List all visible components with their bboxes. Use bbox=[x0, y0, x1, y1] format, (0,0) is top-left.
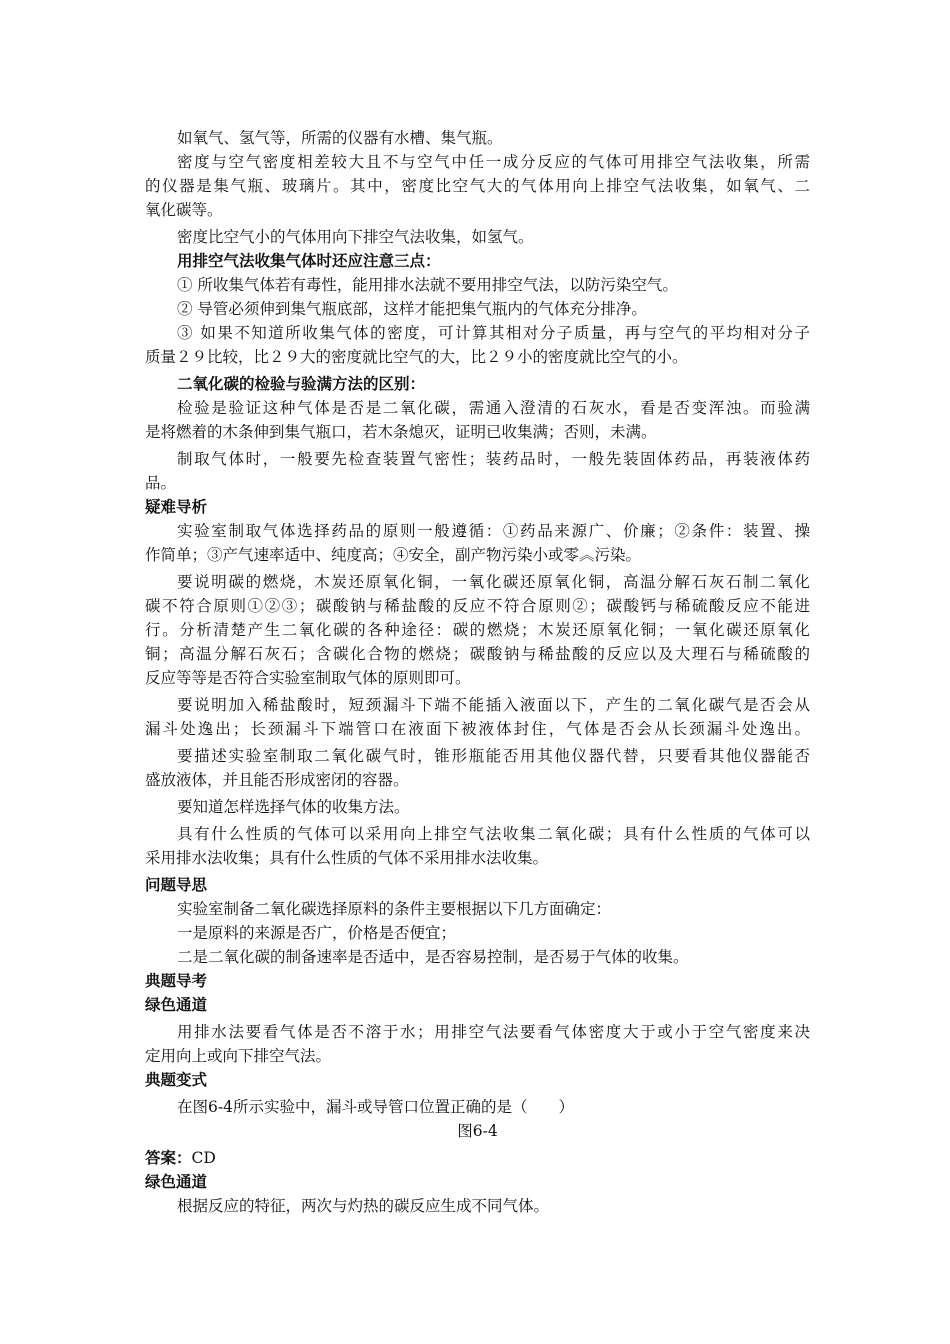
text-line: ① 所收集气体若有毒性，能用排水法就不要用排空气法，以防污染空气。 bbox=[177, 276, 678, 294]
text-line: 一是原料的来源是否广，价格是否便宜； bbox=[177, 924, 457, 942]
text-line: 问题导思 bbox=[145, 875, 208, 894]
text-line: 二氧化碳的检验与验满方法的区别： bbox=[177, 374, 426, 393]
text-line bbox=[145, 1148, 810, 1170]
text-line: 是将燃着的木条伸到集气瓶口，若木条熄灭，证明已收集满；否则，未满。 bbox=[145, 423, 657, 441]
text-line: 检验是验证这种气体是否是二氧化碳，需通入澄清的石灰水，看是否变浑浊。而验满 bbox=[177, 399, 810, 417]
answer-label: 答案： bbox=[145, 1148, 192, 1167]
text-line: ③ 如果不知道所收集气体的密度，可计算其相对分子质量，再与空气的平均相对分子 bbox=[177, 324, 810, 342]
text-line: 密度比空气小的气体用向下排空气法收集，如氢气。 bbox=[177, 228, 534, 246]
answer-value: CD bbox=[191, 1149, 216, 1167]
text-line: 的仪器是集气瓶、玻璃片。其中，密度比空气大的气体用向上排空气法收集，如氧气、二 bbox=[145, 177, 810, 195]
text-line: 密度与空气密度相差较大且不与空气中任一成分反应的气体可用排空气法收集，所需 bbox=[177, 153, 810, 171]
text-line: 二是二氧化碳的制备速率是否适中，是否容易控制，是否易于气体的收集。 bbox=[177, 948, 689, 966]
text-line: 如氧气、氢气等，所需的仪器有水槽、集气瓶。 bbox=[177, 129, 503, 147]
text-line: 绿色通道 bbox=[145, 1172, 208, 1191]
text-line: 采用排水法收集；具有什么性质的气体不采用排水法收集。 bbox=[145, 849, 549, 867]
text-line: 根据反应的特征，两次与灼热的碳反应生成不同气体。 bbox=[177, 1197, 550, 1215]
text-line: 要说明加入稀盐酸时，短颈漏斗下端不能插入液面以下，产生的二氧化碳气是否会从 bbox=[177, 696, 810, 714]
text-line: 用排水法要看气体是否不溶于水；用排空气法要看气体密度大于或小于空气密度来决 bbox=[177, 1023, 810, 1041]
text-line: 铜；高温分解石灰石；含碳化合物的燃烧；碳酸钠与稀盐酸的反应以及大理石与稀硫酸的 bbox=[145, 645, 810, 663]
text-line: 在图6-4所示实验中，漏斗或导管口位置正确的是（ ） bbox=[177, 1098, 574, 1116]
text-line: 氧化碳等。 bbox=[145, 201, 223, 219]
text-line: 行。分析清楚产生二氧化碳的各种途径：碳的燃烧；木炭还原氧化铜；一氧化碳还原氧化 bbox=[145, 621, 810, 639]
text-line: 疑难导析 bbox=[145, 497, 208, 516]
text-line: 要知道怎样选择气体的收集方法。 bbox=[177, 798, 410, 816]
text-line: 典题导考 bbox=[145, 971, 208, 990]
text-line: 碳不符合原则①②③；碳酸钠与稀盐酸的反应不符合原则②；碳酸钙与稀硫酸反应不能进 bbox=[145, 597, 810, 615]
text-line: 制取气体时，一般要先检查装置气密性；装药品时，一般先装固体药品，再装液体药 bbox=[177, 450, 810, 468]
text-line: 实验室制取气体选择药品的原则一般遵循：①药品来源广、价廉；②条件：装置、操 bbox=[177, 522, 810, 540]
text-line: 漏斗处逸出；长颈漏斗下端管口在液面下被液体封住，气体是否会从长颈漏斗处逸出。 bbox=[145, 720, 810, 738]
text-line: 反应等等是否符合实验室制取气体的原则即可。 bbox=[145, 669, 471, 687]
text-line: 要说明碳的燃烧，木炭还原氧化铜，一氧化碳还原氧化铜，高温分解石灰石制二氧化 bbox=[177, 573, 810, 591]
text-line: 典题变式 bbox=[145, 1070, 208, 1089]
text-line: 实验室制备二氧化碳选择原料的条件主要根据以下几方面确定： bbox=[177, 900, 612, 918]
text-line: 质量２９比较，比２９大的密度就比空气的大，比２９小的密度就比空气的小。 bbox=[145, 348, 688, 366]
text-line: 绿色通道 bbox=[145, 995, 208, 1014]
text-line: 品。 bbox=[145, 474, 177, 492]
text-line: 盛放液体，并且能否形成密闭的容器。 bbox=[145, 771, 409, 789]
text-line: 要描述实验室制取二氧化碳气时，锥形瓶能否用其他仪器代替，只要看其他仪器能否 bbox=[177, 747, 810, 765]
text-line: 具有什么性质的气体可以采用向上排空气法收集二氧化碳；具有什么性质的气体可以 bbox=[177, 825, 810, 843]
text-line: 作简单；③产气速率适中、纯度高；④安全，副产物污染小或零︽污染。 bbox=[145, 546, 642, 564]
text-line: ② 导管必须伸到集气瓶底部，这样才能把集气瓶内的气体充分排净。 bbox=[177, 300, 647, 318]
text-line: 用排空气法收集气体时还应注意三点： bbox=[177, 251, 441, 270]
text-line: 图6-4 bbox=[457, 1122, 498, 1140]
text-line: 定用向上或向下排空气法。 bbox=[145, 1047, 332, 1065]
